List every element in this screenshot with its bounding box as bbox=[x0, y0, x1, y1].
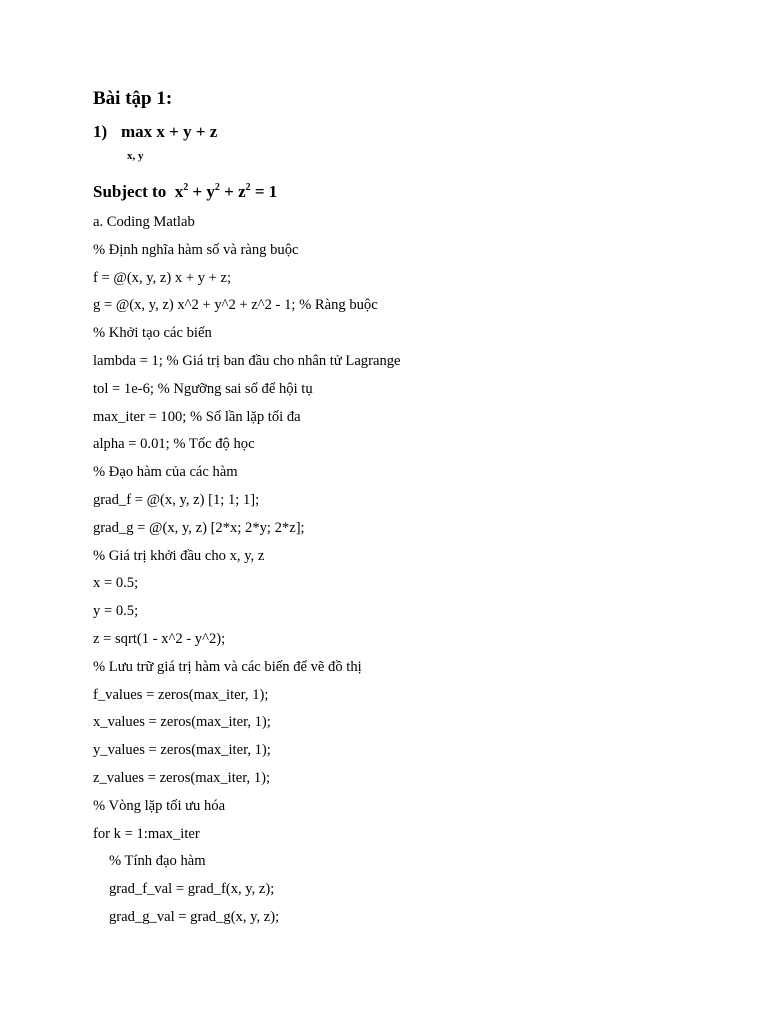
constraint-x: x bbox=[174, 182, 184, 201]
code-line: z_values = zeros(max_iter, 1); bbox=[93, 769, 271, 786]
constraint-statement bbox=[93, 182, 277, 202]
code-line: f = @(x, y, z) x + y + z; bbox=[93, 269, 232, 286]
objective-function: max x + y + z bbox=[121, 122, 218, 141]
code-line: y_values = zeros(max_iter, 1); bbox=[93, 742, 271, 759]
problem-number: 1) bbox=[93, 122, 108, 141]
code-line: x_values = zeros(max_iter, 1); bbox=[93, 714, 271, 731]
optimization-variables: x, y bbox=[127, 150, 144, 162]
exponent-z: 2 bbox=[245, 182, 251, 193]
code-line: a. Coding Matlab bbox=[93, 214, 195, 230]
exercise-heading: Bài tập 1: bbox=[93, 88, 173, 109]
code-line: z = sqrt(1 - x^2 - y^2); bbox=[93, 630, 226, 647]
code-line: g = @(x, y, z) x^2 + y^2 + z^2 - 1; % Ràng buộc bbox=[93, 297, 378, 314]
code-line: % Vòng lặp tối ưu hóa bbox=[93, 797, 226, 814]
code-line: y = 0.5; bbox=[93, 603, 139, 620]
constraint-rhs: = 1 bbox=[250, 182, 278, 201]
code-line: alpha = 0.01; % Tốc độ học bbox=[93, 436, 255, 453]
constraint-z: + z bbox=[219, 182, 246, 201]
problem-statement bbox=[93, 122, 217, 142]
code-line: f_values = zeros(max_iter, 1); bbox=[93, 686, 269, 703]
code-line: x = 0.5; bbox=[93, 575, 139, 592]
code-line: lambda = 1; % Giá trị ban đầu cho nhân tử Lagrange bbox=[93, 352, 401, 369]
code-line: tol = 1e-6; % Ngưỡng sai số để hội tụ bbox=[93, 380, 313, 397]
code-line: % Đạo hàm của các hàm bbox=[93, 464, 238, 481]
code-line: grad_f = @(x, y, z) [1; 1; 1]; bbox=[93, 491, 260, 508]
exponent-y: 2 bbox=[214, 182, 220, 193]
constraint-y: + y bbox=[188, 182, 215, 201]
code-line: % Định nghĩa hàm số và ràng buộc bbox=[93, 241, 299, 258]
code-line: for k = 1:max_iter bbox=[93, 825, 200, 842]
code-line: % Giá trị khởi đầu cho x, y, z bbox=[93, 547, 265, 564]
constraint-prefix: Subject to bbox=[93, 182, 167, 201]
code-line: max_iter = 100; % Số lần lặp tối đa bbox=[93, 408, 301, 425]
matlab-code-block bbox=[93, 212, 733, 935]
code-line: grad_g_val = grad_g(x, y, z); bbox=[109, 908, 280, 925]
code-line: % Tính đạo hàm bbox=[109, 853, 206, 870]
code-line: % Khởi tạo các biến bbox=[93, 325, 212, 342]
code-line: grad_f_val = grad_f(x, y, z); bbox=[109, 881, 275, 898]
code-line: grad_g = @(x, y, z) [2*x; 2*y; 2*z]; bbox=[93, 519, 305, 536]
exponent-x: 2 bbox=[183, 182, 189, 193]
code-line: % Lưu trữ giá trị hàm và các biến để vẽ đồ thị bbox=[93, 658, 362, 675]
